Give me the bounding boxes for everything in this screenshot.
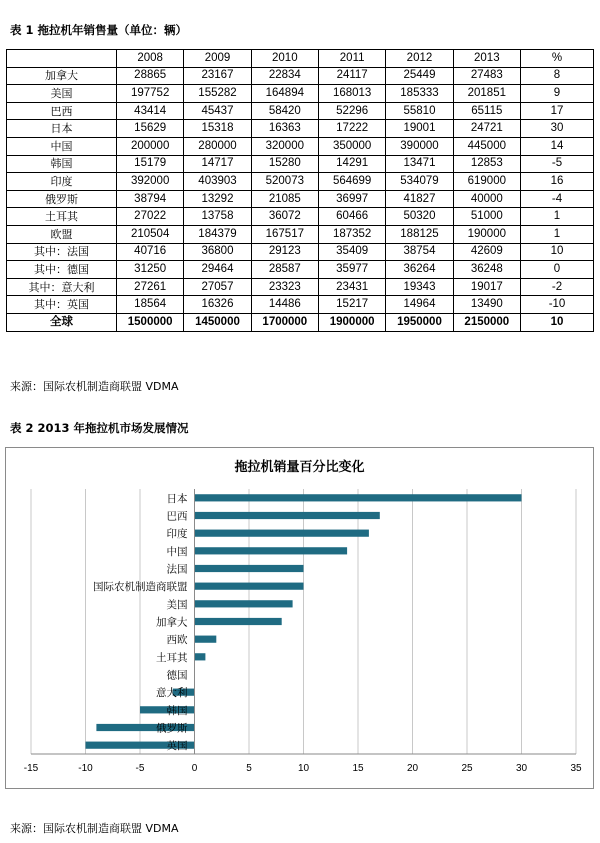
column-header: 2008 [117,50,184,68]
table-cell: 24117 [318,67,385,85]
table-row [7,261,594,279]
table-cell: 168013 [318,85,385,103]
table-cell: 13292 [184,190,251,208]
x-tick-label: -10 [78,763,93,774]
table-row [7,155,594,173]
table-cell: 52296 [318,102,385,120]
column-header: 2010 [251,50,318,68]
table-row [7,190,594,208]
table-cell: 15629 [117,120,184,138]
table-cell: 36800 [184,243,251,261]
table-cell: 13490 [453,296,520,314]
table-cell: -10 [521,296,594,314]
category-label: 俄罗斯 [156,722,188,735]
total-cell: 1450000 [184,313,251,331]
x-tick-label: -15 [23,763,39,774]
chart-container [5,447,594,789]
table-cell: -4 [521,190,594,208]
table-cell: 35409 [318,243,385,261]
x-tick-label: -5 [135,763,145,774]
row-label: 其中：德国 [7,261,117,279]
table1-source: 来源：国际农机制造商联盟 VDMA [10,380,179,393]
table-cell: 22834 [251,67,318,85]
table-cell: 27261 [117,278,184,296]
table-cell: 13471 [386,155,453,173]
category-label: 巴西 [166,510,188,523]
table-cell: 40000 [453,190,520,208]
table-cell: 23431 [318,278,385,296]
table-cell: 320000 [251,137,318,155]
category-label: 意大利 [156,687,188,700]
table-cell: 50320 [386,208,453,226]
column-header: 2011 [318,50,385,68]
x-tick-label: 20 [406,763,419,774]
table-cell: 29464 [184,261,251,279]
row-label: 巴西 [7,102,117,120]
table-cell: 38794 [117,190,184,208]
row-label: 俄罗斯 [7,190,117,208]
table-cell: 35977 [318,261,385,279]
table-cell: 58420 [251,102,318,120]
table-row [7,208,594,226]
table-cell: 40716 [117,243,184,261]
table-cell: 45437 [184,102,251,120]
total-row [7,313,594,331]
table-cell: 36997 [318,190,385,208]
row-label: 其中：意大利 [7,278,117,296]
x-tick-label: 10 [297,763,310,774]
table-cell: 51000 [453,208,520,226]
table2-caption: 表 2 2013 年拖拉机市场发展情况 [10,421,189,435]
category-label: 德国 [166,669,188,682]
category-label: 韩国 [166,704,188,717]
sales-table [6,49,594,332]
table-cell: 197752 [117,85,184,103]
table-cell: 24721 [453,120,520,138]
table-cell: 201851 [453,85,520,103]
table-cell: 17222 [318,120,385,138]
table-row [7,137,594,155]
category-label: 日本 [166,492,188,505]
table-cell: 8 [521,67,594,85]
bar [195,565,304,572]
table-cell: 14717 [184,155,251,173]
table-cell: 27483 [453,67,520,85]
table-header-row [7,50,594,68]
table-row [7,67,594,85]
table-cell: 27022 [117,208,184,226]
table-cell: 15318 [184,120,251,138]
category-label: 土耳其 [156,651,188,664]
x-tick-label: 25 [461,763,473,774]
table-cell: 19017 [453,278,520,296]
table-cell: 60466 [318,208,385,226]
x-tick-label: 30 [515,763,528,774]
table-cell: 564699 [318,173,385,191]
table-cell: 390000 [386,137,453,155]
row-label: 欧盟 [7,225,117,243]
table-cell: 190000 [453,225,520,243]
table-row [7,173,594,191]
x-tick-label: 15 [352,763,364,774]
table-cell: 0 [521,261,594,279]
table-cell: 31250 [117,261,184,279]
row-label: 韩国 [7,155,117,173]
total-cell: 1500000 [117,313,184,331]
row-label: 美国 [7,85,117,103]
table-cell: 55810 [386,102,453,120]
category-label: 西欧 [166,634,188,647]
table-cell: 23167 [184,67,251,85]
table-cell: 27057 [184,278,251,296]
table-cell: 9 [521,85,594,103]
row-label: 其中：法国 [7,243,117,261]
category-label: 印度 [166,528,188,541]
total-cell: 2150000 [453,313,520,331]
table-cell: 16363 [251,120,318,138]
chart-title: 拖拉机销量百分比变化 [234,460,365,475]
table-row [7,120,594,138]
total-cell: 1950000 [386,313,453,331]
table-cell: 403903 [184,173,251,191]
row-label: 其中：英国 [7,296,117,314]
table-cell: 38754 [386,243,453,261]
table-cell: 19001 [386,120,453,138]
table-cell: 36072 [251,208,318,226]
table-cell: 14964 [386,296,453,314]
table-cell: 187352 [318,225,385,243]
table-cell: 14486 [251,296,318,314]
table-cell: 1 [521,208,594,226]
total-cell: 1900000 [318,313,385,331]
category-label: 国际农机制造商联盟 [93,581,188,594]
table-cell: 188125 [386,225,453,243]
table-cell: 21085 [251,190,318,208]
table-cell: 155282 [184,85,251,103]
total-label: 全球 [7,313,117,331]
table-cell: 16326 [184,296,251,314]
table-cell: 184379 [184,225,251,243]
category-label: 英国 [166,740,188,753]
table-cell: 23323 [251,278,318,296]
bar [195,512,380,519]
row-label: 加拿大 [7,67,117,85]
table-row [7,296,594,314]
x-tick-label: 5 [246,763,252,774]
column-header [7,50,117,68]
table-cell: 29123 [251,243,318,261]
table-cell: 164894 [251,85,318,103]
category-label: 中国 [166,545,188,558]
table-cell: 10 [521,243,594,261]
table-cell: 619000 [453,173,520,191]
table-cell: 392000 [117,173,184,191]
table-cell: 18564 [117,296,184,314]
table-row [7,243,594,261]
table-cell: 36248 [453,261,520,279]
bar [195,600,293,607]
table-cell: 13758 [184,208,251,226]
table-row [7,225,594,243]
table-cell: 520073 [251,173,318,191]
table-cell: 19343 [386,278,453,296]
table-cell: -2 [521,278,594,296]
column-header: 2013 [453,50,520,68]
table-cell: 30 [521,120,594,138]
table-cell: 280000 [184,137,251,155]
table-cell: 42609 [453,243,520,261]
total-cell: 10 [521,313,594,331]
row-label: 日本 [7,120,117,138]
table-cell: 43414 [117,102,184,120]
table-cell: 12853 [453,155,520,173]
row-label: 中国 [7,137,117,155]
table-cell: 14291 [318,155,385,173]
bar [195,653,206,660]
table-row [7,85,594,103]
bar [195,547,348,554]
total-cell: 1700000 [251,313,318,331]
bar [195,618,282,625]
table-cell: 185333 [386,85,453,103]
column-header: 2012 [386,50,453,68]
table-cell: 15217 [318,296,385,314]
table-cell: 17 [521,102,594,120]
table-cell: 15179 [117,155,184,173]
table-cell: -5 [521,155,594,173]
table-cell: 28587 [251,261,318,279]
table-cell: 167517 [251,225,318,243]
column-header: % [521,50,594,68]
table-cell: 36264 [386,261,453,279]
table-cell: 65115 [453,102,520,120]
table-cell: 25449 [386,67,453,85]
bar [195,636,217,643]
table2-source: 来源：国际农机制造商联盟 VDMA [10,822,179,835]
x-tick-label: 0 [191,763,198,774]
table1-caption: 表 1 拖拉机年销售量（单位：辆） [10,23,188,37]
category-label: 加拿大 [156,616,188,629]
table-cell: 534079 [386,173,453,191]
table-cell: 15280 [251,155,318,173]
column-header: 2009 [184,50,251,68]
x-tick-label: 35 [570,763,582,774]
table-cell: 14 [521,137,594,155]
category-label: 美国 [166,598,188,611]
table-cell: 16 [521,173,594,191]
bar-chart [6,448,593,788]
table-row [7,102,594,120]
bar [195,494,522,501]
bar [195,583,304,590]
table-row [7,278,594,296]
table-cell: 1 [521,225,594,243]
table-cell: 200000 [117,137,184,155]
table-cell: 41827 [386,190,453,208]
table-cell: 445000 [453,137,520,155]
row-label: 印度 [7,173,117,191]
table-cell: 28865 [117,67,184,85]
table-cell: 350000 [318,137,385,155]
category-label: 法国 [166,563,188,576]
table-cell: 210504 [117,225,184,243]
bar [195,530,369,537]
row-label: 土耳其 [7,208,117,226]
